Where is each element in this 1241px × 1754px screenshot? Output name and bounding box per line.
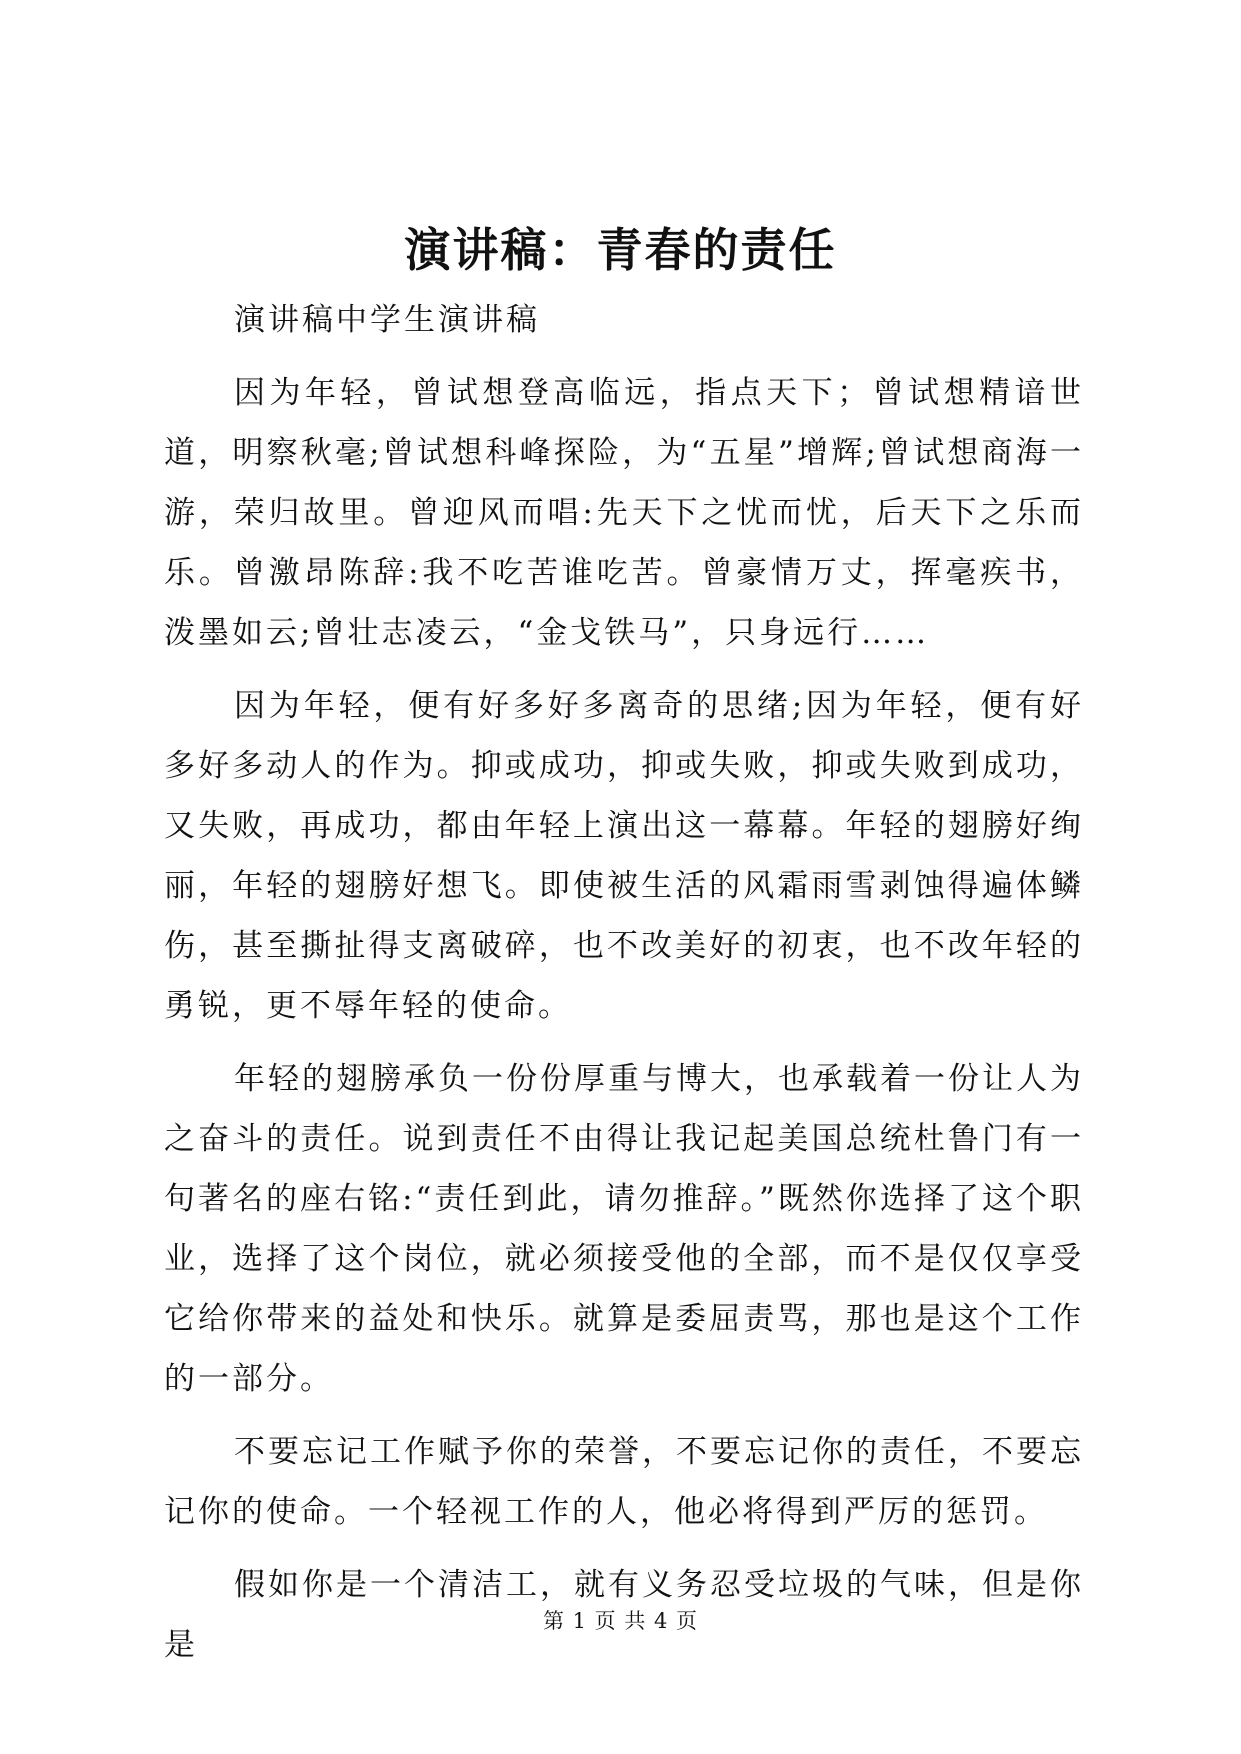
subtitle-paragraph: 演讲稿中学生演讲稿 xyxy=(234,302,540,338)
body-paragraph: 因为年轻，便有好多好多离奇的思绪;因为年轻，便有好多好多动人的作为。抑或成功，抑或失败，抑或失败到成功，又失败，再成功，都由年轻上演出这一幕幕。年轻的翅膀好绚丽，年轻的翅膀好想飞。即使被生活的风霜雨雪剥蚀得遍体鳞伤，甚至撕扯得支离破碎，也不改美好的初衷，也不改年轻的勇锐，更不辱年轻的使命。 xyxy=(164,688,1084,1024)
page-number-footer: 第 1 页 共 4 页 xyxy=(542,1609,699,1633)
body-paragraph: 年轻的翅膀承负一份份厚重与博大，也承载着一份让人为之奋斗的责任。说到责任不由得让我记起美国总统杜鲁门有一句著名的座右铭:“责任到此，请勿推辞。”既然你选择了这个职业，选择了这个岗位，就必须接受他的全部，而不是仅仅享受它给你带来的益处和快乐。就算是委屈责骂，那也是这个工作的一部分。 xyxy=(164,1061,1084,1397)
body-paragraph: 不要忘记工作赋予你的荣誉，不要忘记你的责任，不要忘记你的使命。一个轻视工作的人，他必将得到严厉的惩罚。 xyxy=(164,1434,1084,1530)
body-paragraph: 假如你是一个清洁工，就有义务忍受垃圾的气味，但是你是 xyxy=(164,1567,1084,1663)
document-body xyxy=(164,290,1084,1688)
body-paragraph: 因为年轻，曾试想登高临远，指点天下；曾试想精谙世道，明察秋毫;曾试想科峰探险，为“五星”增辉;曾试想商海一游，荣归故里。曾迎风而唱:先天下之忧而忧，后天下之乐而乐。曾激昂陈辞:我不吃苦谁吃苦。曾豪情万丈，挥毫疾书，泼墨如云;曾壮志凌云，“金戈铁马”，只身远行…… xyxy=(164,375,1084,651)
page-title: 演讲稿：青春的责任 xyxy=(404,223,837,277)
